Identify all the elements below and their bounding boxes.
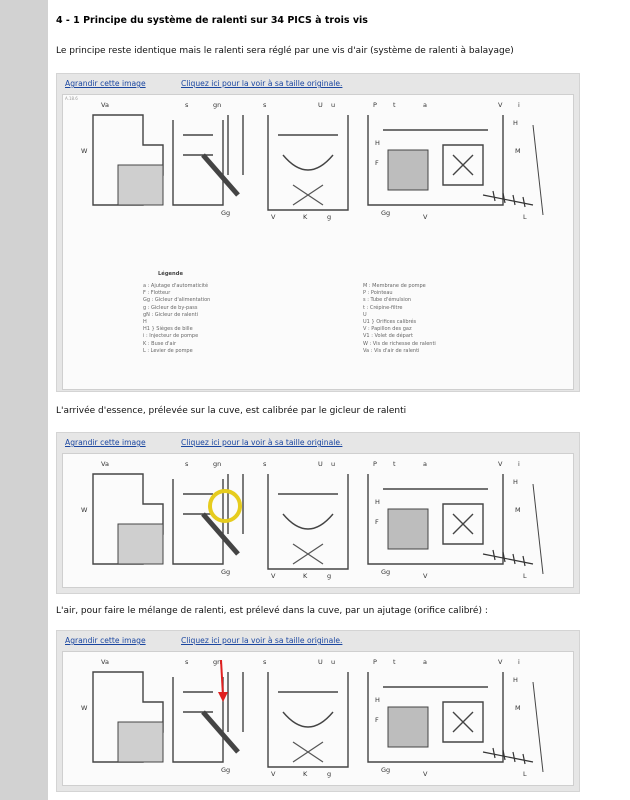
float-bowl	[118, 722, 163, 762]
diagram-label: V	[271, 770, 276, 778]
diagram-label: u	[331, 460, 336, 468]
diagonal-jet-tube	[203, 712, 238, 752]
diagram-label: Va	[101, 658, 109, 666]
legend-item: F : Flotteur	[143, 290, 171, 297]
diagram-label: V	[423, 770, 428, 778]
original-size-link[interactable]: Cliquez ici pour la voir à sa taille originale.	[181, 79, 343, 88]
carburetor-diagram-air-intake	[63, 652, 573, 785]
diagram-label: a	[423, 658, 427, 666]
diagram-label: F	[375, 518, 379, 526]
diagram-label: g	[327, 770, 332, 778]
diagram-label: H	[375, 498, 380, 506]
air-arrow	[221, 660, 223, 696]
diagram-label: gn	[213, 658, 222, 666]
carb-body-middle	[268, 115, 348, 210]
diagram-label: s	[185, 460, 189, 468]
diagram-label: i	[518, 460, 520, 468]
diagram-label: L	[523, 213, 527, 221]
emulsion-column	[173, 479, 223, 564]
legend-item: H	[143, 319, 147, 326]
diagram-label: V	[271, 572, 276, 580]
idle-tube	[228, 672, 243, 732]
diagram-label: t	[393, 101, 396, 109]
pump-membrane	[443, 702, 483, 742]
carburetor-diagram-image[interactable]	[62, 94, 574, 390]
diagram-label: P	[373, 460, 377, 468]
legend-item: i : Injecteur de pompe	[143, 333, 199, 340]
diagram-label: W	[81, 147, 88, 155]
legend-item: M : Membrane de pompe	[363, 283, 426, 289]
pump-lever	[533, 125, 543, 215]
float-bowl	[118, 165, 163, 205]
legend-item: V : Papillon des gaz	[363, 326, 412, 333]
diagram-label: s	[185, 101, 189, 109]
figure-links	[57, 433, 579, 451]
pump-chamber	[388, 707, 428, 747]
pump-chamber	[388, 509, 428, 549]
legend-item: Va : Vis d'air de ralenti	[363, 347, 420, 354]
diagram-label: H	[513, 119, 518, 127]
diagram-label: Gg	[221, 766, 231, 774]
figure-links	[57, 74, 579, 92]
diagram-label: Gg	[381, 209, 391, 217]
original-size-link[interactable]: Cliquez ici pour la voir à sa taille originale.	[181, 438, 343, 447]
carb-body-middle	[268, 474, 348, 569]
pump-lever	[533, 682, 543, 772]
diagram-label: K	[303, 572, 308, 580]
diagonal-jet-tube	[203, 155, 238, 195]
figure-3	[56, 630, 580, 792]
carburetor-diagram-image[interactable]	[62, 651, 574, 786]
diagram-label: V	[271, 213, 276, 221]
diagram-label: V	[498, 460, 503, 468]
diagram-label: i	[518, 101, 520, 109]
legend-title: Légende	[158, 271, 183, 277]
enlarge-image-link[interactable]: Agrandir cette image	[65, 79, 146, 88]
page	[48, 0, 630, 800]
diagram-label: U	[318, 460, 323, 468]
legend-left	[143, 283, 210, 355]
paragraph-fuel: L'arrivée d'essence, prélevée sur la cuve, est calibrée par le gicleur de ralenti	[56, 406, 407, 416]
diagram-label: Gg	[381, 766, 391, 774]
diagram-label: s	[263, 460, 267, 468]
diagram-label: V	[498, 101, 503, 109]
diagram-label: W	[81, 506, 88, 514]
emulsion-column	[173, 677, 223, 762]
paragraph-air: L'air, pour faire le mélange de ralenti, est prélevé dans la cuve, par un ajutage (orifice calibré) :	[56, 606, 488, 616]
diagram-label: g	[327, 213, 332, 221]
throttle-butterfly	[293, 544, 323, 564]
diagram-label: F	[375, 716, 379, 724]
legend-item: W : Vis de richesse de ralenti	[363, 340, 436, 347]
diagram-label: P	[373, 658, 377, 666]
air-arrow-head	[218, 692, 228, 702]
throttle-butterfly	[293, 742, 323, 762]
diagram-label: Gg	[221, 209, 231, 217]
diagram-label: u	[331, 101, 336, 109]
diagram-label: V	[498, 658, 503, 666]
legend-item: V1 : Volet de départ	[363, 333, 413, 340]
diagram-label: s	[185, 658, 189, 666]
diagram-label: Gg	[221, 568, 231, 576]
pump-membrane	[443, 504, 483, 544]
pump-lever	[533, 484, 543, 574]
figure-2	[56, 432, 580, 594]
diagram-label: Va	[101, 101, 109, 109]
emulsion-column	[173, 120, 223, 205]
diagram-label: Gg	[381, 568, 391, 576]
diagram-label: H	[513, 676, 518, 684]
diagram-label: U	[318, 658, 323, 666]
diagram-label: a	[423, 460, 427, 468]
legend-item: L : Levier de pompe	[143, 347, 193, 354]
figure-ref: A.18.6	[65, 96, 78, 101]
diagram-label: M	[515, 147, 521, 155]
legend-item: s : Tube d'émulsion	[363, 297, 412, 304]
diagram-label: K	[303, 770, 308, 778]
diagram-label: V	[423, 572, 428, 580]
diagram-label: H	[513, 478, 518, 486]
carburetor-diagram-highlighted-jet	[63, 454, 573, 587]
diagram-label: s	[263, 658, 267, 666]
diagram-label: M	[515, 704, 521, 712]
diagram-label: u	[331, 658, 336, 666]
diagram-label: H	[375, 696, 380, 704]
diagram-label: F	[375, 159, 379, 167]
figure-1	[56, 73, 580, 392]
diagram-label: K	[303, 213, 308, 221]
diagram-label: M	[515, 506, 521, 514]
diagram-label: s	[263, 101, 267, 109]
diagram-label: Va	[101, 460, 109, 468]
legend-item: Gg : Gicleur d'alimentation	[143, 297, 211, 304]
idle-tube	[228, 115, 243, 175]
legend-item: K : Buse d'air	[143, 340, 177, 347]
diagram-label: H	[375, 139, 380, 147]
carb-body-middle	[268, 672, 348, 767]
enlarge-image-link[interactable]: Agrandir cette image	[65, 438, 146, 447]
diagram-label: gn	[213, 460, 222, 468]
diagram-label: gn	[213, 101, 222, 109]
legend-item: t : Crépine-filtre	[363, 304, 403, 311]
enlarge-image-link[interactable]: Agrandir cette image	[65, 636, 146, 645]
legend-item: P : Pointeau	[363, 290, 393, 297]
legend-item: H1 } Sièges de bille	[143, 326, 193, 333]
legend-item: U	[363, 311, 367, 318]
diagram-label: a	[423, 101, 427, 109]
diagram-label: t	[393, 658, 396, 666]
diagram-label: W	[81, 704, 88, 712]
diagram-label: L	[523, 770, 527, 778]
diagram-label: t	[393, 460, 396, 468]
pump-chamber	[388, 150, 428, 190]
figure-links	[57, 631, 579, 649]
diagram-label: i	[518, 658, 520, 666]
diagram-label: g	[327, 572, 332, 580]
throttle-butterfly	[293, 185, 323, 205]
legend-item: a : Ajutage d'automaticité	[143, 283, 209, 289]
legend-item: g : Gicleur de by-pass	[143, 304, 198, 311]
diagram-label: V	[423, 213, 428, 221]
carburetor-diagram-image[interactable]	[62, 453, 574, 588]
diagram-label: L	[523, 572, 527, 580]
diagram-label: P	[373, 101, 377, 109]
original-size-link[interactable]: Cliquez ici pour la voir à sa taille originale.	[181, 636, 343, 645]
legend-item: U1 } Orifices calibrés	[363, 319, 417, 326]
legend-item: gN : Gicleur de ralenti	[143, 311, 199, 318]
pump-membrane	[443, 145, 483, 185]
float-bowl	[118, 524, 163, 564]
section-heading: 4 - 1 Principe du système de ralenti sur 34 PICS à trois vis	[56, 15, 368, 26]
highlight-circle	[210, 491, 240, 521]
legend-right	[363, 283, 436, 355]
diagram-label: U	[318, 101, 323, 109]
paragraph-intro: Le principe reste identique mais le ralenti sera réglé par une vis d'air (système de ralenti à balayage)	[56, 46, 514, 56]
carburetor-diagram	[63, 95, 573, 230]
